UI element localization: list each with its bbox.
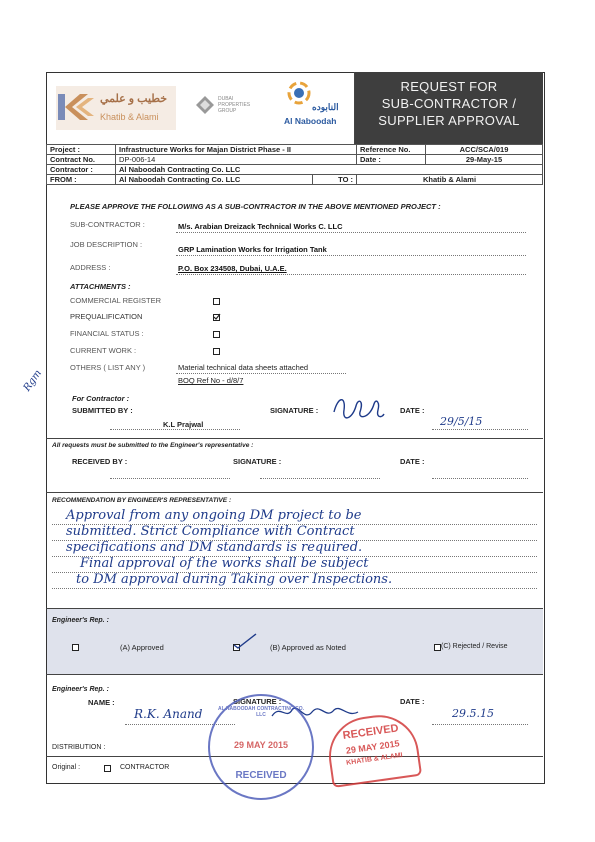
received-label: RECEIVED BY : [72, 457, 128, 466]
contract-label: Contract No. [47, 155, 116, 165]
engineer-name-label: NAME : [88, 698, 115, 707]
engineer-name-handwritten: R.K. Anand [134, 707, 203, 721]
approved-label: (A) Approved [120, 643, 164, 652]
logo-strip [46, 72, 355, 145]
from-label: FROM : [47, 175, 116, 185]
received-line [110, 478, 230, 479]
current-checkbox[interactable] [213, 348, 220, 355]
received-date-line [432, 478, 528, 479]
received-note: All requests must be submitted to the Engineer's representative : [52, 442, 254, 449]
khatib-stamp-date: 29 MAY 2015 [345, 738, 401, 756]
address-label: ADDRESS : [70, 263, 111, 272]
contractor-label: Contractor : [47, 165, 116, 175]
recommendation-line-2: submitted. Strict Compliance with Contract [66, 524, 355, 539]
rejected-checkbox[interactable] [434, 644, 441, 651]
rejected-label: (C) Rejected / Revise [441, 643, 508, 650]
engineer-signature-label: SIGNATURE : [233, 697, 282, 706]
financial-label: FINANCIAL STATUS : [70, 329, 144, 338]
khatib-stamp-received: RECEIVED [341, 722, 400, 743]
naboodah-stamp [208, 694, 314, 800]
others-label: OTHERS ( LIST ANY ) [70, 363, 146, 372]
naboodah-stamp-received: RECEIVED [235, 770, 287, 781]
diamond-icon [196, 96, 214, 114]
divider [46, 438, 543, 439]
subcontractor-label: SUB-CONTRACTOR : [70, 220, 145, 229]
khatib-name: Khatib & Alami [100, 112, 159, 122]
header-table [46, 144, 543, 185]
others-line-1 [176, 373, 346, 374]
naboodah-stamp-ring: AL NABOODAH CONTRACTING CO. LLC [217, 706, 304, 718]
khatib-mark-icon [58, 92, 94, 122]
attachments-label: ATTACHMENTS : [70, 282, 131, 291]
khatib-logo [56, 86, 176, 130]
recommendation-line-3: specifications and DM standards is required. [66, 540, 363, 555]
address-line [176, 274, 526, 275]
to-label: TO : [313, 175, 357, 185]
received-signature-line [260, 478, 380, 479]
received-date-label: DATE : [400, 457, 425, 466]
table-row [47, 165, 543, 175]
recommendation-label: RECOMMENDATION BY ENGINEER'S REPRESENTATIVE : [52, 497, 232, 504]
rec-line-5 [52, 588, 537, 589]
approval-panel [47, 609, 543, 674]
naboodah-name: Al Naboodah [284, 116, 337, 126]
job-line [176, 255, 526, 256]
subcontractor-value: M/s. Arabian Dreizack Technical Works C. LLC [178, 222, 343, 231]
approved-noted-label: (B) Approved as Noted [270, 643, 346, 652]
engineer-rep-label-2: Engineer's Rep. : [52, 686, 109, 693]
commercial-label: COMMERCIAL REGISTER [70, 296, 161, 305]
reference-value: ACC/SCA/019 [426, 145, 543, 155]
check-icon [213, 313, 221, 321]
table-row [47, 155, 543, 165]
dubai-properties-logo [196, 94, 256, 124]
date-label: Date : [357, 155, 426, 165]
recommendation-line-4: Final approval of the works shall be subject [80, 556, 369, 571]
prequal-label: PREQUALIFICATION [70, 312, 143, 321]
from-value: Al Naboodah Contracting Co. LLC [116, 175, 313, 185]
for-contractor-label: For Contractor : [72, 394, 130, 403]
contractor-signature-mark [330, 392, 386, 428]
title-line-3: SUPPLIER APPROVAL [378, 113, 520, 128]
khatib-stamp-name: KHATIB & ALAMI [345, 751, 404, 767]
to-value: Khatib & Alami [357, 175, 543, 185]
form-title [355, 72, 543, 144]
contractor-value: Al Naboodah Contracting Co. LLC [116, 165, 543, 175]
project-label: Project : [47, 145, 116, 155]
engineer-date-line [432, 724, 528, 725]
contract-value: DP-006-14 [116, 155, 357, 165]
instruction-text: PLEASE APPROVE THE FOLLOWING AS A SUB-CONTRACTOR IN THE ABOVE MENTIONED PROJECT : [70, 202, 441, 211]
original-label: Original : [52, 764, 81, 771]
divider [46, 608, 543, 609]
job-label: JOB DESCRIPTION : [70, 240, 143, 249]
submitted-value: K.L Prajwal [163, 420, 204, 429]
current-label: CURRENT WORK : [70, 346, 137, 355]
address-value: P.O. Box 234508, Dubai, U.A.E. [178, 264, 287, 273]
title-line-2: SUB-CONTRACTOR / [381, 96, 517, 111]
khatib-arabic: خطيب و علمي [100, 93, 168, 105]
divider [46, 492, 543, 493]
date-value: 29-May-15 [426, 155, 543, 165]
submitted-label: SUBMITTED BY : [72, 406, 133, 415]
commercial-checkbox[interactable] [213, 298, 220, 305]
project-value: Infrastructure Works for Majan District Phase - II [116, 145, 357, 155]
divider [46, 674, 543, 675]
contractor-signature-label: SIGNATURE : [270, 406, 319, 415]
contractor-date-handwritten: 29/5/15 [440, 415, 483, 428]
contractor-copy-label: CONTRACTOR [120, 764, 170, 771]
dubai-properties-name: DUBAI PROPERTIES GROUP [218, 96, 251, 114]
engineer-date-label: DATE : [400, 697, 425, 706]
contractor-copy-checkbox[interactable] [104, 765, 111, 772]
contractor-date-label: DATE : [400, 406, 425, 415]
margin-note: Rgm [21, 367, 45, 394]
others-value-1: Material technical data sheets attached [178, 363, 309, 372]
table-row [47, 145, 543, 155]
table-row [47, 175, 543, 185]
financial-checkbox[interactable] [213, 331, 220, 338]
naboodah-logo [276, 80, 350, 138]
title-line-1: REQUEST FOR [400, 79, 498, 94]
submitted-line [110, 429, 240, 430]
recommendation-line-5: to DM approval during Taking over Inspections. [76, 572, 393, 587]
others-value-2: BOQ Ref No - d/8/7 [178, 376, 244, 385]
naboodah-mark-icon [286, 80, 312, 106]
approved-checkbox[interactable] [72, 644, 79, 651]
engineer-rep-label: Engineer's Rep. : [52, 617, 109, 624]
recommendation-line-1: Approval from any ongoing DM project to be [66, 508, 362, 523]
approval-tick-icon [232, 632, 258, 650]
reference-label: Reference No. [357, 145, 426, 155]
naboodah-stamp-date: 29 MAY 2015 [233, 740, 289, 750]
received-signature-label: SIGNATURE : [233, 457, 282, 466]
job-value: GRP Lamination Works for Irrigation Tank [178, 245, 327, 254]
naboodah-arabic: النابوده [312, 102, 339, 112]
distribution-label: DISTRIBUTION : [52, 744, 106, 751]
engineer-date-handwritten: 29.5.15 [452, 707, 494, 720]
subcontractor-line [176, 232, 526, 233]
contractor-date-line [432, 429, 528, 430]
